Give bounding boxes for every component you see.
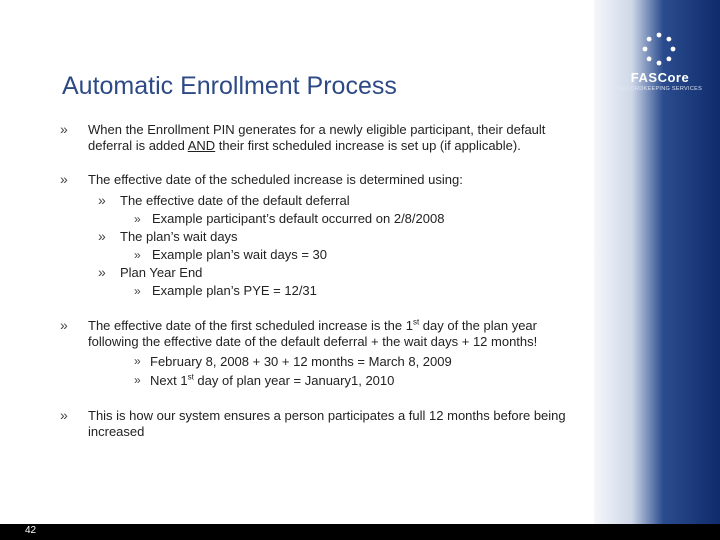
detail-1 [60, 210, 580, 228]
detail-marker: » [134, 373, 141, 387]
detail-5-text-b: day of plan year = January1, 2010 [193, 373, 395, 388]
sub-bullet-1 [60, 192, 580, 210]
bullet-1 [60, 122, 580, 154]
logo-tagline: RECORDKEEPING SERVICES [617, 86, 703, 92]
fascore-logo [612, 28, 708, 98]
footer-bar [0, 524, 720, 540]
sub-bullet-3 [60, 264, 580, 282]
sub-bullet-2 [60, 228, 580, 246]
bullet-1-text-a: When the Enrollment PIN generates for a newly eligible participant, their default deferral is added [88, 122, 546, 153]
sub-bullet-marker: » [98, 192, 106, 208]
sub-bullet-3-text: Plan Year End [120, 265, 203, 280]
detail-2 [60, 246, 580, 264]
bullet-3 [60, 318, 580, 350]
detail-5 [60, 371, 580, 390]
sub-bullet-marker: » [98, 264, 106, 280]
bullet-4-text: This is how our system ensures a person participates a full 12 months before being increased [88, 408, 566, 439]
sub-bullet-2-text: The plan’s wait days [120, 229, 238, 244]
bullet-3-superscript: st [412, 317, 420, 327]
detail-4 [60, 352, 580, 371]
bullet-marker: » [60, 121, 68, 137]
detail-2-text: Example plan’s wait days = 30 [152, 247, 327, 262]
bullet-4 [60, 408, 580, 440]
star-ring-icon [642, 32, 676, 66]
bullet-2-text: The effective date of the scheduled increase is determined using: [88, 172, 463, 187]
detail-4-text: February 8, 2008 + 30 + 12 months = March 8, 2009 [150, 354, 452, 369]
detail-marker: » [134, 248, 141, 262]
slide-title: Automatic Enrollment Process [62, 72, 397, 100]
detail-5-superscript: st [187, 372, 194, 382]
bullet-3-text-a: The effective date of the first scheduled increase is the 1 [88, 318, 413, 333]
detail-marker: » [134, 284, 141, 298]
logo-brand: FASCore [630, 70, 690, 85]
detail-marker: » [134, 212, 141, 226]
sub-bullet-marker: » [98, 228, 106, 244]
bullet-3-text-b: day of the plan year following the effective date of the default deferral + the wait days + 12 months! [88, 318, 538, 349]
detail-5-text-a: Next 1 [150, 373, 188, 388]
bullet-marker: » [60, 317, 68, 333]
sub-bullet-1-text: The effective date of the default deferral [120, 193, 350, 208]
detail-3 [60, 282, 580, 300]
bullet-2 [60, 172, 580, 188]
detail-1-text: Example participant’s default occurred on 2/8/2008 [152, 211, 445, 226]
detail-3-text: Example plan’s PYE = 12/31 [152, 283, 317, 298]
page-number: 42 [25, 525, 37, 536]
detail-marker: » [134, 354, 141, 368]
bullet-1-text-b: their first scheduled increase is set up (if applicable). [215, 138, 521, 153]
bullet-marker: » [60, 171, 68, 187]
slide-body [60, 122, 580, 458]
bullet-marker: » [60, 407, 68, 423]
bullet-1-underlined: AND [187, 138, 216, 153]
